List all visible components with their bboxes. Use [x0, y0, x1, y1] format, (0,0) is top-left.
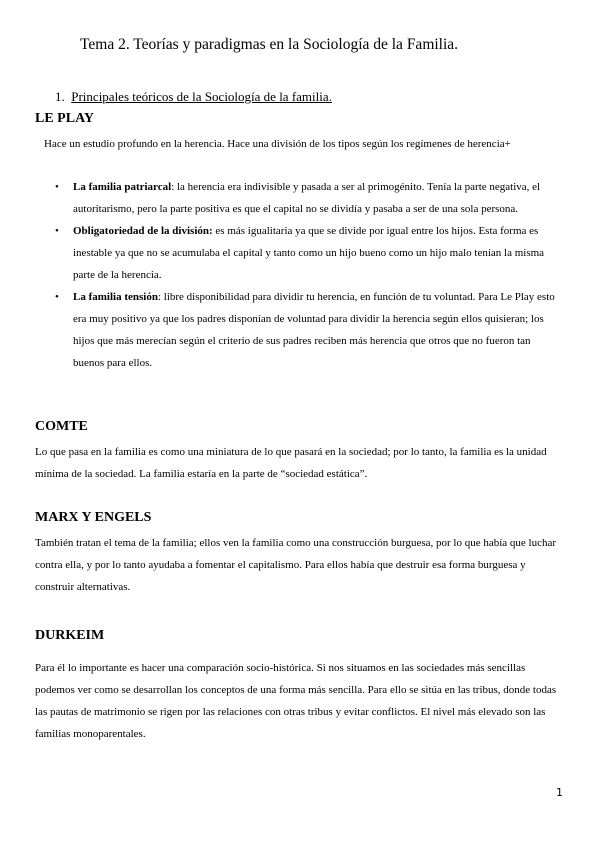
comte-paragraph: Lo que pasa en la familia es como una miniatura de lo que pasará en la sociedad; por lo tanto, la familia es la unidad mínima de la sociedad. La familia estaría en la parte de “sociedad estática”. [35, 446, 547, 480]
list-item-text: es más igualitaria ya que se divide por igual entre los hijos. Esta forma es inestable ya que no se acumulaba el capital y tanto como un hijo bueno como un hijo malo tenían la misma parte de la herencia. [73, 225, 545, 281]
list-item-term: La familia tensión [73, 291, 158, 303]
bullet-icon: • [55, 181, 59, 193]
section-title: Principales teóricos de la Sociología de la familia. [71, 89, 332, 104]
list-item [48, 176, 560, 220]
durkheim-paragraph: Para él lo importante es hacer una comparación socio-histórica. Si nos situamos en las sociedades más sencillas podemos ver como se desarrollan los conceptos de una forma más sencilla. Para ello se sitúa en las tribus, donde todas las pautas de matrimonio se rigen por las relaciones con otras tribus y evitar conflictos. El nivel más elevado son las familias monoparentales. [35, 662, 557, 740]
list-item [48, 286, 560, 374]
section-heading [55, 89, 332, 105]
heading-durkheim: DURKEIM [35, 628, 105, 643]
page-number: 1 [556, 786, 563, 799]
section-number: 1. [55, 89, 65, 104]
list-item-text: : libre disponibilidad para dividir tu herencia, en función de tu voluntad. Para Le Play esto era muy positivo ya que los padres disponían de voluntad para dividir la herencia según ellos quisieran; los hijos que más merecían según el criterio de sus padres reciben más herencia que otros que no fueron tan buenos para ellos. [73, 291, 555, 369]
heading-le-play: LE PLAY [35, 111, 95, 126]
document-title: Tema 2. Teorías y paradigmas en la Sociología de la Familia. [80, 36, 459, 53]
marx-engels-paragraph: También tratan el tema de la familia; ellos ven la familia como una construcción burguesa, por lo que había que luchar contra ella, y por lo tanto ayudaba a fomentar el capitalismo. Para ellos había que destruir esa forma burguesa y construir alternativas. [35, 537, 557, 593]
list-item-text: : la herencia era indivisible y pasada a ser al primogénito. Tenía la parte negativa, el autoritarismo, pero la parte positiva es que el capital no se dividía y pasaba a ser de una sola persona. [73, 181, 541, 215]
bullet-icon: • [55, 225, 59, 237]
list-item [48, 220, 560, 286]
heading-marx-engels: MARX Y ENGELS [35, 510, 152, 525]
list-item-term: Obligatoriedad de la división: [73, 225, 213, 237]
list-item-term: La familia patriarcal [73, 181, 172, 193]
inheritance-types-list [48, 176, 560, 374]
le-play-intro: Hace un estudio profundo en la herencia. Hace una división de los tipos según los regímenes de herencia+ [44, 138, 511, 150]
bullet-icon: • [55, 291, 59, 303]
heading-comte: COMTE [35, 419, 88, 434]
